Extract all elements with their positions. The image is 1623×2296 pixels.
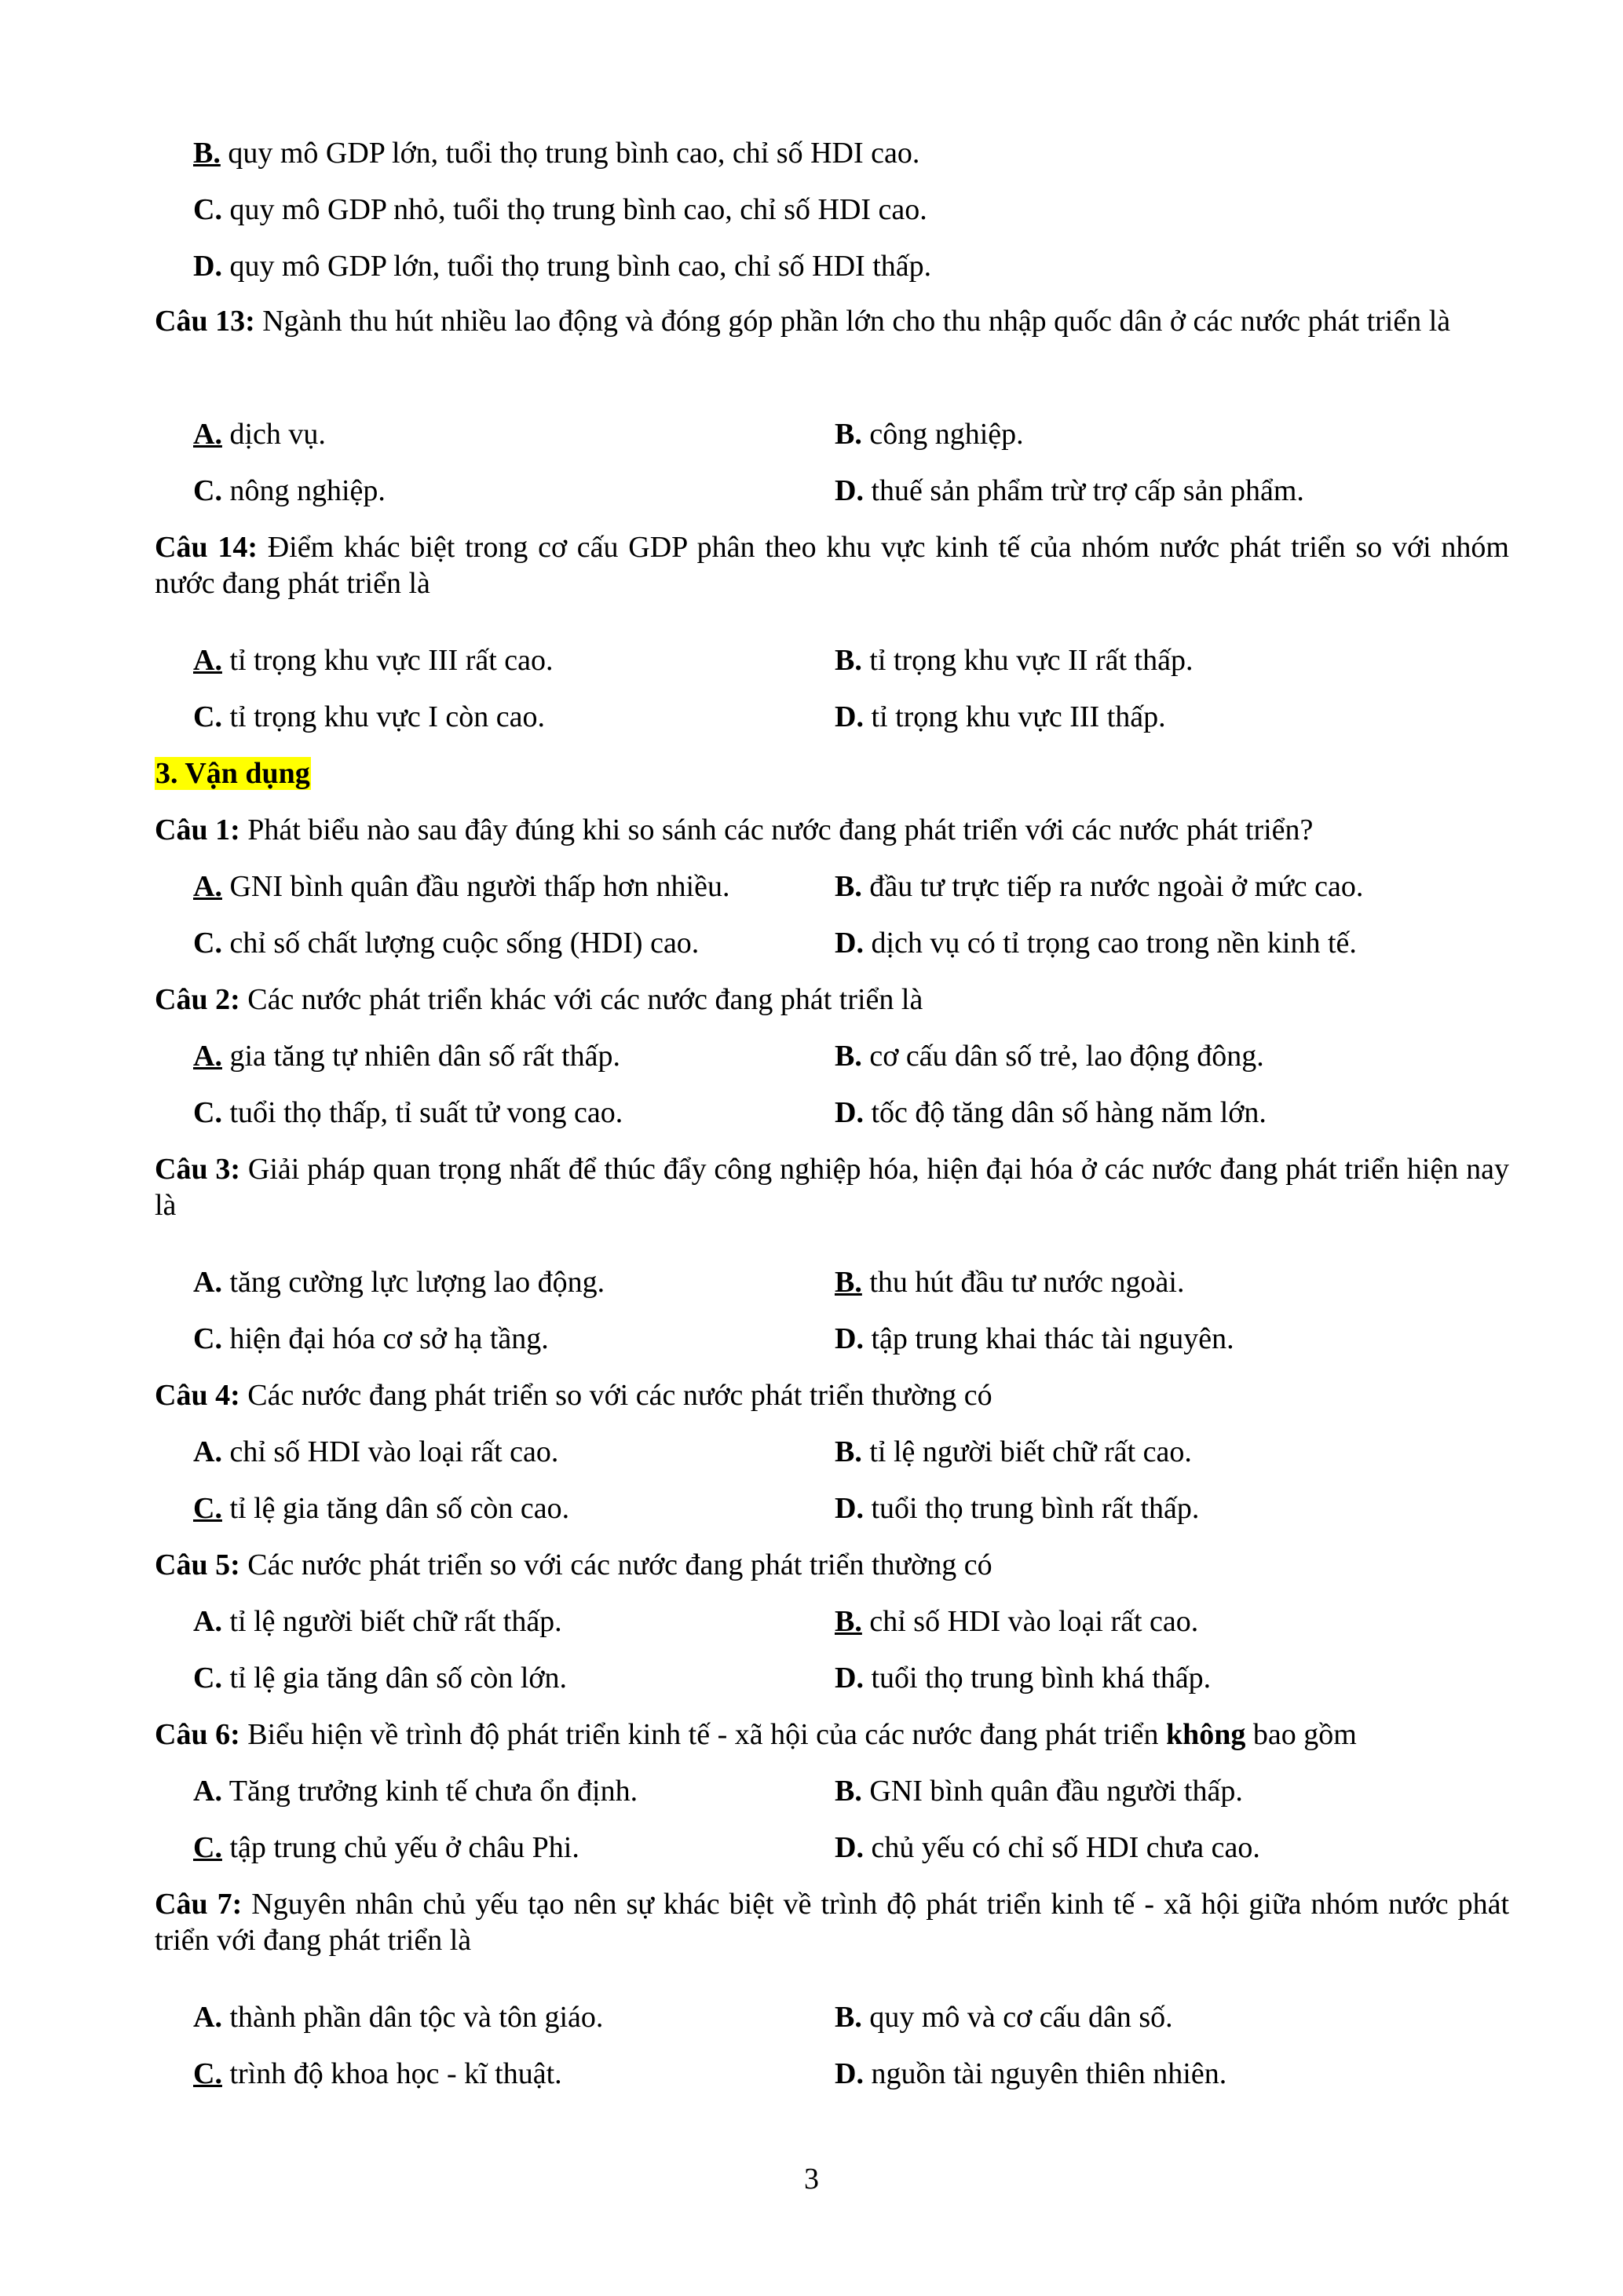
v1-option-d: D. dịch vụ có tỉ trọng cao trong nền kinh tế. bbox=[835, 927, 1357, 960]
v5-option-b: B. chỉ số HDI vào loại rất cao. bbox=[835, 1605, 1199, 1638]
v2-option-b: B. cơ cấu dân số trẻ, lao động đông. bbox=[835, 1040, 1264, 1073]
v2-option-c: C. tuổi thọ thấp, tỉ suất tử vong cao. bbox=[193, 1096, 623, 1129]
q14-option-d: D. tỉ trọng khu vực III thấp. bbox=[835, 700, 1166, 733]
question-7: Câu 7: Nguyên nhân chủ yếu tạo nên sự khác biệt về trình độ phát triển kinh tế - xã hội giữa nhóm nước phát triển với đang phát triển là bbox=[155, 1888, 1510, 1957]
question-2: Câu 2: Các nước phát triển khác với các nước đang phát triển là bbox=[155, 983, 923, 1016]
v4-option-c: C. tỉ lệ gia tăng dân số còn cao. bbox=[193, 1492, 570, 1525]
v6-option-d: D. chủ yếu có chỉ số HDI chưa cao. bbox=[835, 1831, 1260, 1864]
q12-option-d: D. quy mô GDP lớn, tuổi thọ trung bình cao, chỉ số HDI thấp. bbox=[193, 250, 932, 283]
q14-option-c: C. tỉ trọng khu vực I còn cao. bbox=[193, 700, 545, 733]
v5-option-c: C. tỉ lệ gia tăng dân số còn lớn. bbox=[193, 1662, 568, 1695]
q13-option-c: C. nông nghiệp. bbox=[193, 474, 386, 507]
v7-option-c: C. trình độ khoa học - kĩ thuật. bbox=[193, 2057, 562, 2090]
page-number: 3 bbox=[804, 2163, 819, 2195]
v3-option-c: C. hiện đại hóa cơ sở hạ tầng. bbox=[193, 1322, 549, 1355]
v5-option-a: A. tỉ lệ người biết chữ rất thấp. bbox=[193, 1605, 562, 1638]
question-5: Câu 5: Các nước phát triển so với các nước đang phát triển thường có bbox=[155, 1548, 992, 1581]
v5-option-d: D. tuổi thọ trung bình khá thấp. bbox=[835, 1662, 1212, 1695]
v3-option-b: B. thu hút đầu tư nước ngoài. bbox=[835, 1266, 1185, 1299]
v1-option-b: B. đầu tư trực tiếp ra nước ngoài ở mức cao. bbox=[835, 870, 1364, 903]
v3-option-d: D. tập trung khai thác tài nguyên. bbox=[835, 1322, 1234, 1355]
v4-option-d: D. tuổi thọ trung bình rất thấp. bbox=[835, 1492, 1200, 1525]
question-1: Câu 1: Phát biểu nào sau đây đúng khi so sánh các nước đang phát triển với các nước phát triển? bbox=[155, 813, 1314, 846]
q13-option-b: B. công nghiệp. bbox=[835, 418, 1024, 451]
v6-option-b: B. GNI bình quân đầu người thấp. bbox=[835, 1775, 1243, 1808]
question-14: Câu 14: Điểm khác biệt trong cơ cấu GDP phân theo khu vực kinh tế của nhóm nước phát triển so với nhóm nước đang phát triển là bbox=[155, 531, 1509, 600]
v1-option-c: C. chỉ số chất lượng cuộc sống (HDI) cao. bbox=[193, 927, 700, 960]
v4-option-a: A. chỉ số HDI vào loại rất cao. bbox=[193, 1435, 559, 1468]
v6-option-a: A. Tăng trưởng kinh tế chưa ổn định. bbox=[193, 1775, 638, 1808]
v6-option-c: C. tập trung chủ yếu ở châu Phi. bbox=[193, 1831, 579, 1864]
question-3: Câu 3: Giải pháp quan trọng nhất để thúc đẩy công nghiệp hóa, hiện đại hóa ở các nước đang phát triển hiện nay là bbox=[155, 1153, 1509, 1222]
question-4: Câu 4: Các nước đang phát triển so với các nước phát triển thường có bbox=[155, 1379, 992, 1412]
v7-option-b: B. quy mô và cơ cấu dân số. bbox=[835, 2001, 1173, 2034]
section-heading: 3. Vận dụng bbox=[155, 757, 310, 790]
v7-option-d: D. nguồn tài nguyên thiên nhiên. bbox=[835, 2057, 1227, 2090]
q13-option-a: A. dịch vụ. bbox=[193, 418, 326, 451]
q13-option-d: D. thuế sản phẩm trừ trợ cấp sản phẩm. bbox=[835, 474, 1304, 507]
v3-option-a: A. tăng cường lực lượng lao động. bbox=[193, 1266, 605, 1299]
q14-option-a: A. tỉ trọng khu vực III rất cao. bbox=[193, 644, 554, 677]
v1-option-a: A. GNI bình quân đầu người thấp hơn nhiều. bbox=[193, 870, 730, 903]
q14-option-b: B. tỉ trọng khu vực II rất thấp. bbox=[835, 644, 1193, 677]
q12-option-b: B. quy mô GDP lớn, tuổi thọ trung bình cao, chỉ số HDI cao. bbox=[193, 137, 920, 170]
v7-option-a: A. thành phần dân tộc và tôn giáo. bbox=[193, 2001, 604, 2034]
question-13: Câu 13: Ngành thu hút nhiều lao động và đóng góp phần lớn cho thu nhập quốc dân ở các nước phát triển là bbox=[155, 305, 1451, 338]
question-6: Câu 6: Biểu hiện về trình độ phát triển kinh tế - xã hội của các nước đang phát triển không bao gồm bbox=[155, 1718, 1357, 1751]
v2-option-a: A. gia tăng tự nhiên dân số rất thấp. bbox=[193, 1040, 621, 1073]
v4-option-b: B. tỉ lệ người biết chữ rất cao. bbox=[835, 1435, 1192, 1468]
v2-option-d: D. tốc độ tăng dân số hàng năm lớn. bbox=[835, 1096, 1267, 1129]
q12-option-c: C. quy mô GDP nhỏ, tuổi thọ trung bình cao, chỉ số HDI cao. bbox=[193, 193, 927, 226]
